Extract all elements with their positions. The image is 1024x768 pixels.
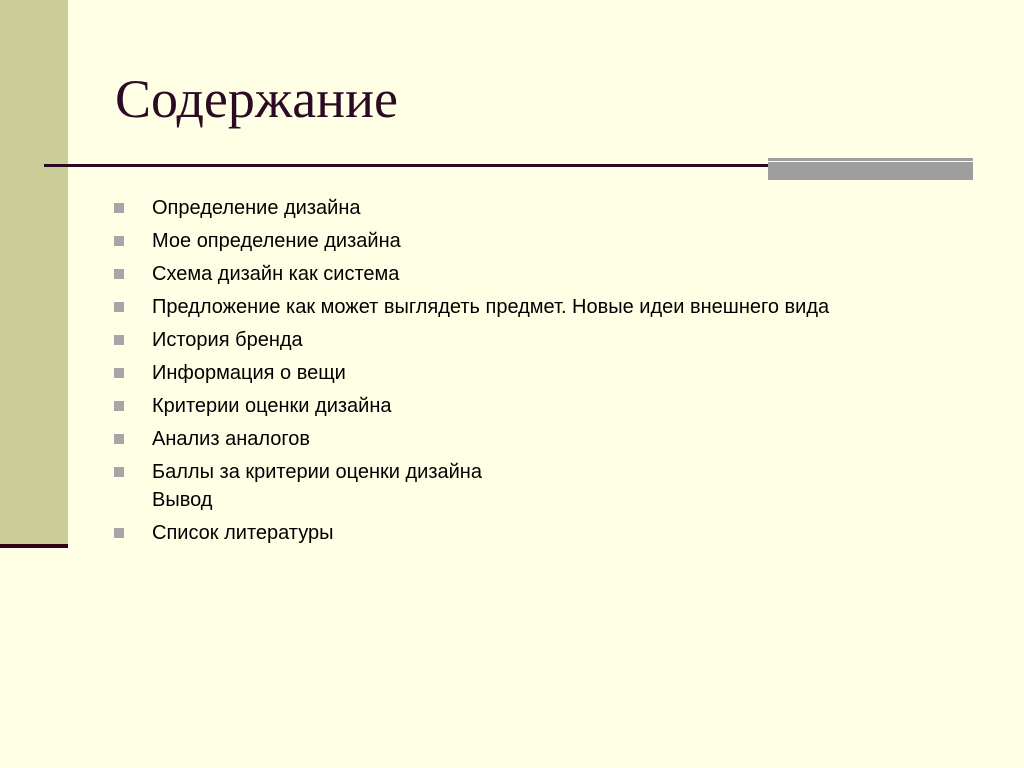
list-item [114,260,829,288]
title-divider-accent-bar [768,158,973,180]
list-item-text: Анализ аналогов [152,428,310,450]
square-bullet-icon [114,269,124,279]
square-bullet-icon [114,401,124,411]
square-bullet-icon [114,528,124,538]
list-item-text: Предложение как может выглядеть предмет. Новые идеи внешнего вида [152,296,830,318]
list-item-text: Баллы за критерии оценки дизайна [152,461,482,483]
square-bullet-icon [114,368,124,378]
square-bullet-icon [114,335,124,345]
square-bullet-icon [114,236,124,246]
list-item [114,425,829,453]
list-item-text: Список литературы [152,522,334,544]
list-item-text-continuation: Вывод [152,489,213,511]
list-item-text: Критерии оценки дизайна [152,395,392,417]
list-item-text: Определение дизайна [152,197,361,219]
list-item [114,293,829,321]
left-decorative-bar [0,0,68,544]
list-item [114,326,829,354]
list-item-text: Схема дизайн как система [152,263,400,285]
square-bullet-icon [114,467,124,477]
list-item [114,458,829,514]
list-item [114,519,829,547]
square-bullet-icon [114,302,124,312]
list-item-text: Мое определение дизайна [152,230,401,252]
list-item [114,359,829,387]
left-bar-underline [0,544,68,548]
list-item-text: История бренда [152,329,303,351]
list-item [114,227,829,255]
square-bullet-icon [114,434,124,444]
contents-list [114,194,829,552]
list-item [114,194,829,222]
slide-title: Содержание [115,69,398,129]
square-bullet-icon [114,203,124,213]
list-item [114,392,829,420]
list-item-text: Информация о вещи [152,362,346,384]
